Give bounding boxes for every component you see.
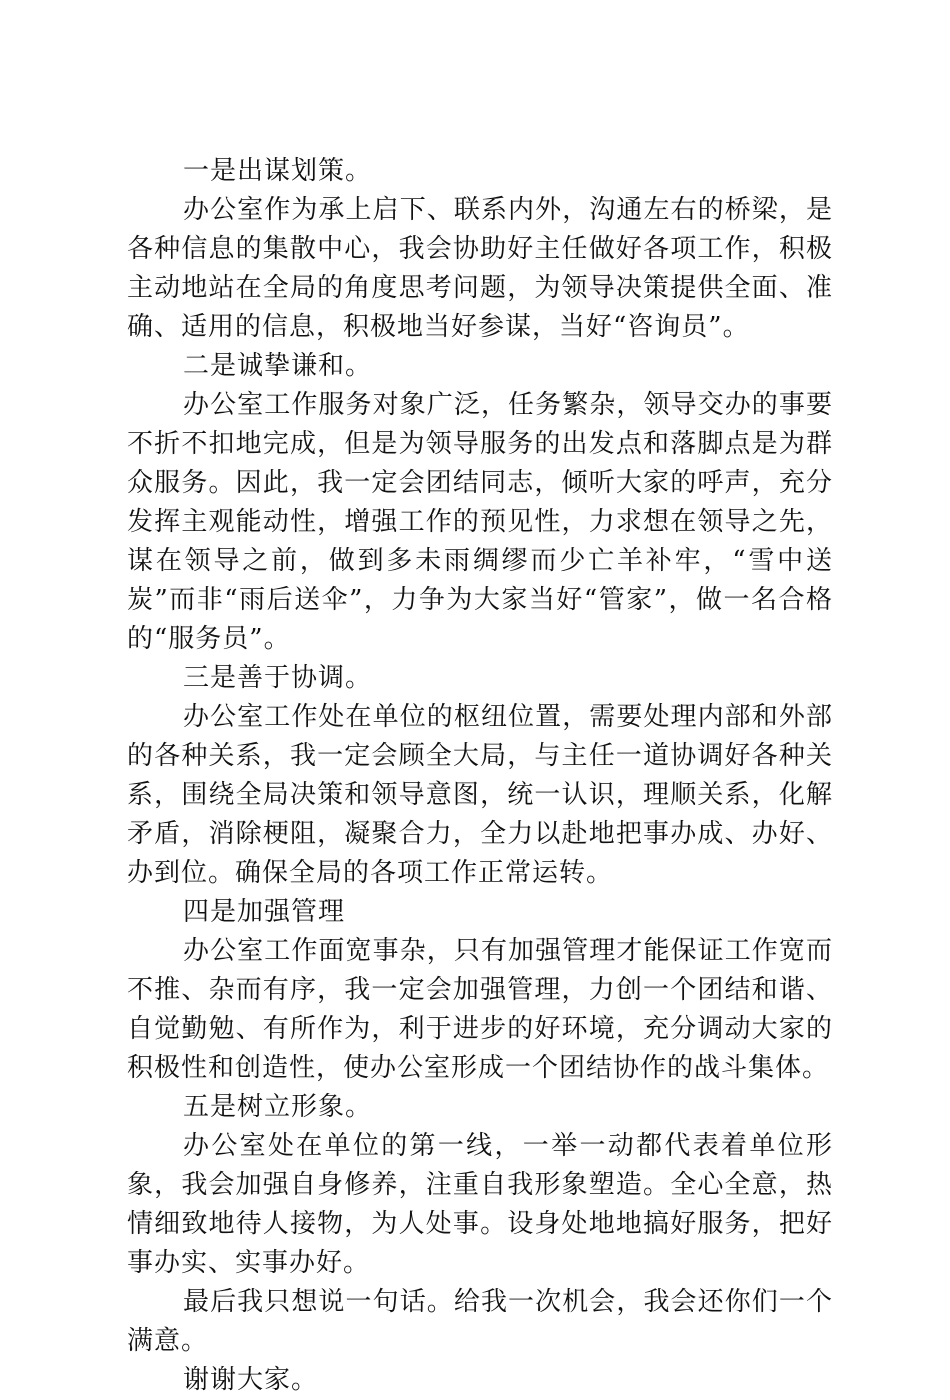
paragraph-coordinate: 办公室工作处在单位的枢纽位置，需要处理内部和外部的各种关系，我一定会顾全大局，与主任一道协调好各种关系，围绕全局决策和领导意图，统一认识，理顺关系，化解矛盾，消除梗阻，凝聚合力，全力以赴地把事办成、办好、办到位。确保全局的各项工作正常运转。 [127, 702, 833, 888]
heading-sincere: 二是诚挚谦和。 [183, 351, 373, 381]
paragraph-management: 办公室工作面宽事杂，只有加强管理才能保证工作宽而不推、杂而有序，我一定会加强管理，力创一个团结和谐、自觉勤勉、有所作为，利于进步的好环境，充分调动大家的积极性和创造性，使办公室形成一个团结协作的战斗集体。 [127, 936, 833, 1083]
heading-coordinate: 三是善于协调。 [183, 663, 373, 693]
paragraph-thanks: 谢谢大家。 [183, 1365, 319, 1395]
heading-management: 四是加强管理 [183, 897, 346, 927]
paragraph-closing: 最后我只想说一句话。给我一次机会，我会还你们一个满意。 [127, 1287, 833, 1356]
paragraph-plan: 办公室作为承上启下、联系内外，沟通左右的桥梁，是各种信息的集散中心，我会协助好主任做好各项工作，积极主动地站在全局的角度思考问题，为领导决策提供全面、准确、适用的信息，积极地当好参谋，当好“咨询员”。 [127, 195, 833, 342]
document-body [127, 152, 833, 1400]
paragraph-image: 办公室处在单位的第一线，一举一动都代表着单位形象，我会加强自身修养，注重自我形象塑造。全心全意，热情细致地待人接物，为人处事。设身处地地搞好服务，把好事办实、实事办好。 [127, 1131, 833, 1278]
heading-image: 五是树立形象。 [183, 1092, 373, 1122]
paragraph-sincere: 办公室工作服务对象广泛，任务繁杂，领导交办的事要不折不扣地完成，但是为领导服务的出发点和落脚点是为群众服务。因此，我一定会团结同志，倾听大家的呼声，充分发挥主观能动性，增强工作的预见性，力求想在领导之先，谋在领导之前，做到多未雨绸缪而少亡羊补牢，“雪中送炭”而非“雨后送伞”，力争为大家当好“管家”，做一名合格的“服务员”。 [127, 390, 833, 654]
heading-plan: 一是出谋划策。 [183, 156, 373, 186]
